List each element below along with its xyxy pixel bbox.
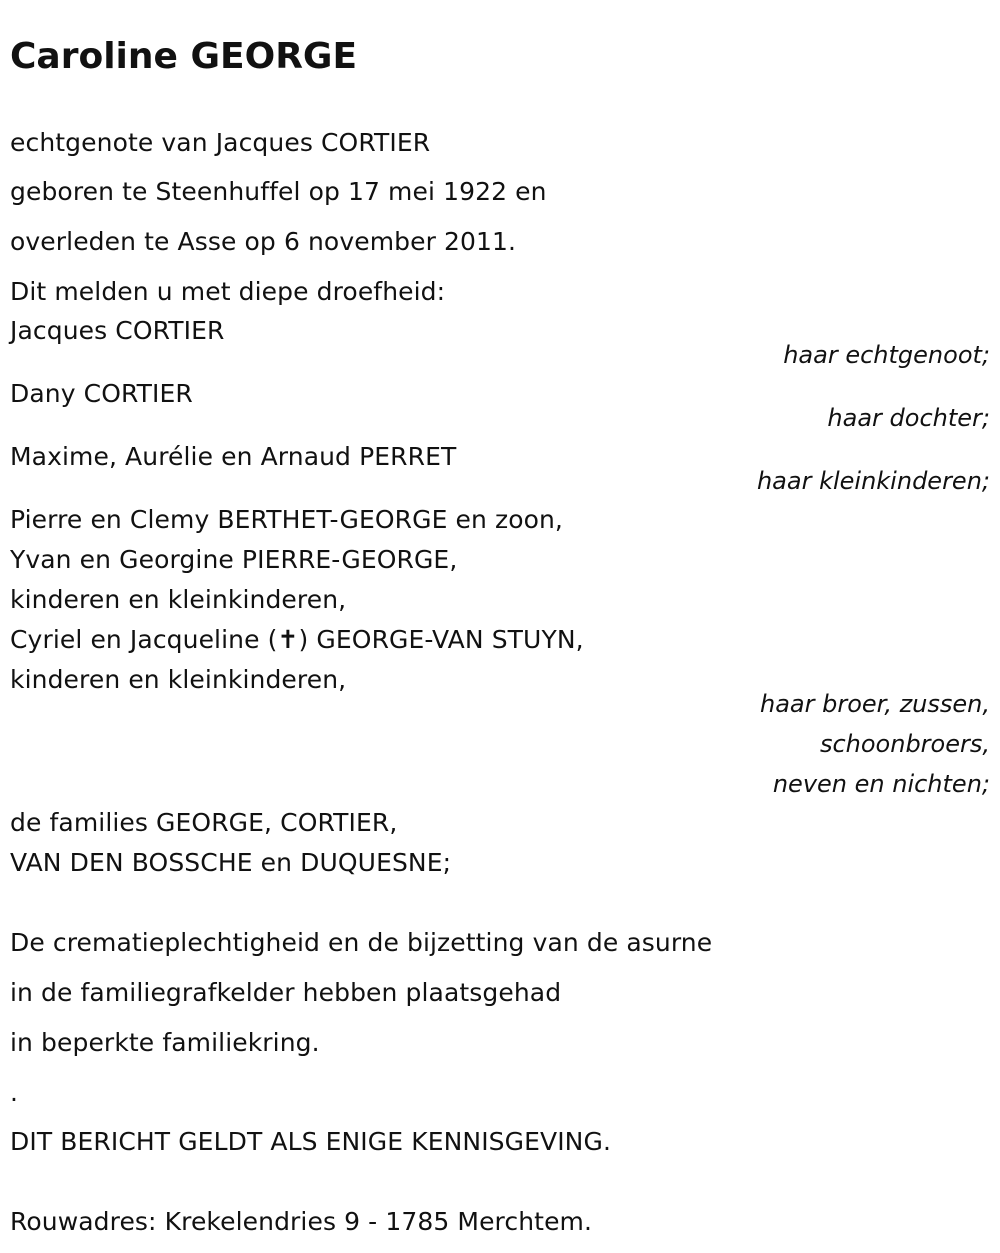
deceased-name: Caroline GEORGE (10, 36, 358, 77)
separator-dot: . (10, 1078, 19, 1107)
sibling-line: kinderen en kleinkinderen, (10, 665, 347, 694)
ceremony-line: De crematieplechtigheid en de bijzetting van de asurne (10, 928, 713, 957)
relation-siblings: schoonbroers, (819, 730, 990, 758)
families-line: VAN DEN BOSSCHE en DUQUESNE; (10, 848, 452, 877)
relation-siblings: neven en nichten; (772, 770, 990, 798)
sibling-line: Cyriel en Jacqueline (✝) GEORGE-VAN STUYN, (10, 625, 584, 654)
mourner-daughter: Dany CORTIER (10, 379, 193, 408)
notice-line: DIT BERICHT GELDT ALS ENIGE KENNISGEVING. (10, 1127, 611, 1156)
relation-grandchildren: haar kleinkinderen; (756, 467, 990, 495)
relation-daughter: haar dochter; (827, 404, 990, 432)
relation-husband: haar echtgenoot; (783, 341, 990, 369)
mourner-husband: Jacques CORTIER (10, 316, 225, 345)
ceremony-line: in de familiegrafkelder hebben plaatsgehad (10, 978, 562, 1007)
sibling-line: kinderen en kleinkinderen, (10, 585, 347, 614)
announcement-line: Dit melden u met diepe droefheid: (10, 277, 446, 306)
sibling-line: Pierre en Clemy BERTHET-GEORGE en zoon, (10, 505, 563, 534)
ceremony-line: in beperkte familiekring. (10, 1028, 320, 1057)
spouse-line: echtgenote van Jacques CORTIER (10, 128, 431, 157)
families-line: de families GEORGE, CORTIER, (10, 808, 398, 837)
sibling-line: Yvan en Georgine PIERRE-GEORGE, (10, 545, 458, 574)
address-line: Rouwadres: Krekelendries 9 - 1785 Merchtem. (10, 1207, 593, 1236)
relation-siblings: haar broer, zussen, (759, 690, 990, 718)
birth-line: geboren te Steenhuffel op 17 mei 1922 en (10, 177, 547, 206)
death-line: overleden te Asse op 6 november 2011. (10, 227, 517, 256)
mourner-grandchildren: Maxime, Aurélie en Arnaud PERRET (10, 442, 457, 471)
